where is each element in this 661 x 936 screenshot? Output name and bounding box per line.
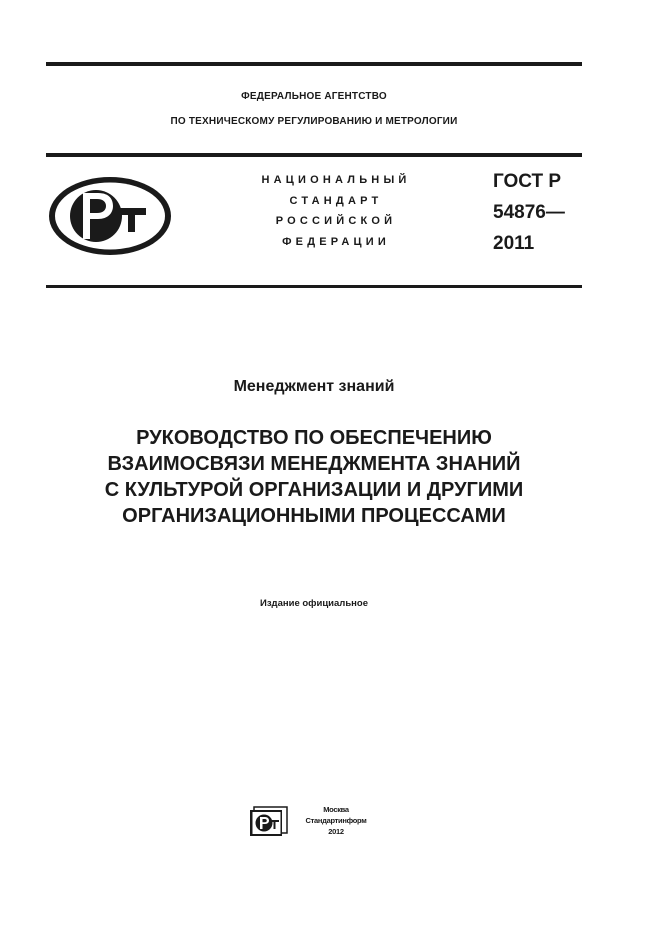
document-title	[46, 425, 582, 529]
standard-type-block	[236, 170, 436, 252]
standard-line-federation: ФЕДЕРАЦИИ	[282, 235, 390, 248]
publisher-imprint	[296, 804, 376, 837]
document-subject: Менеджмент знаний	[233, 378, 395, 395]
standard-line-national: НАЦИОНАЛЬНЫЙ	[261, 174, 411, 186]
publisher-name: Стандартинформ	[305, 816, 367, 825]
top-rule	[46, 62, 582, 66]
edition-note: Издание официальное	[260, 598, 368, 609]
header-rule	[46, 153, 582, 157]
publisher-city: Москва	[323, 805, 349, 814]
header-bottom-rule	[46, 285, 582, 288]
standard-line-standard: СТАНДАРТ	[289, 194, 383, 207]
standard-line-russian: РОССИЙСКОЙ	[275, 215, 397, 227]
designation-line3: 2011	[493, 233, 535, 254]
title-line-2: ВЗАИМОСВЯЗИ МЕНЕДЖМЕНТА ЗНАНИЙ	[107, 453, 521, 475]
title-line-3: С КУЛЬТУРОЙ ОРГАНИЗАЦИИ И ДРУГИМИ	[104, 479, 524, 501]
title-line-1: РУКОВОДСТВО ПО ОБЕСПЕЧЕНИЮ	[136, 427, 492, 449]
publisher-year: 2012	[328, 827, 344, 836]
designation-line1: ГОСТ Р	[493, 171, 562, 192]
standard-designation	[493, 166, 565, 259]
designation-line2: 54876—	[493, 202, 565, 223]
rst-logo-icon	[46, 174, 174, 258]
agency-name-line2: ПО ТЕХНИЧЕСКОМУ РЕГУЛИРОВАНИЮ И МЕТРОЛОГИИ	[170, 116, 458, 127]
title-line-4: ОРГАНИЗАЦИОННЫМИ ПРОЦЕССАМИ	[122, 505, 506, 527]
agency-name-line1: ФЕДЕРАЛЬНОЕ АГЕНТСТВО	[241, 91, 387, 102]
standartinform-logo-icon	[248, 806, 288, 838]
